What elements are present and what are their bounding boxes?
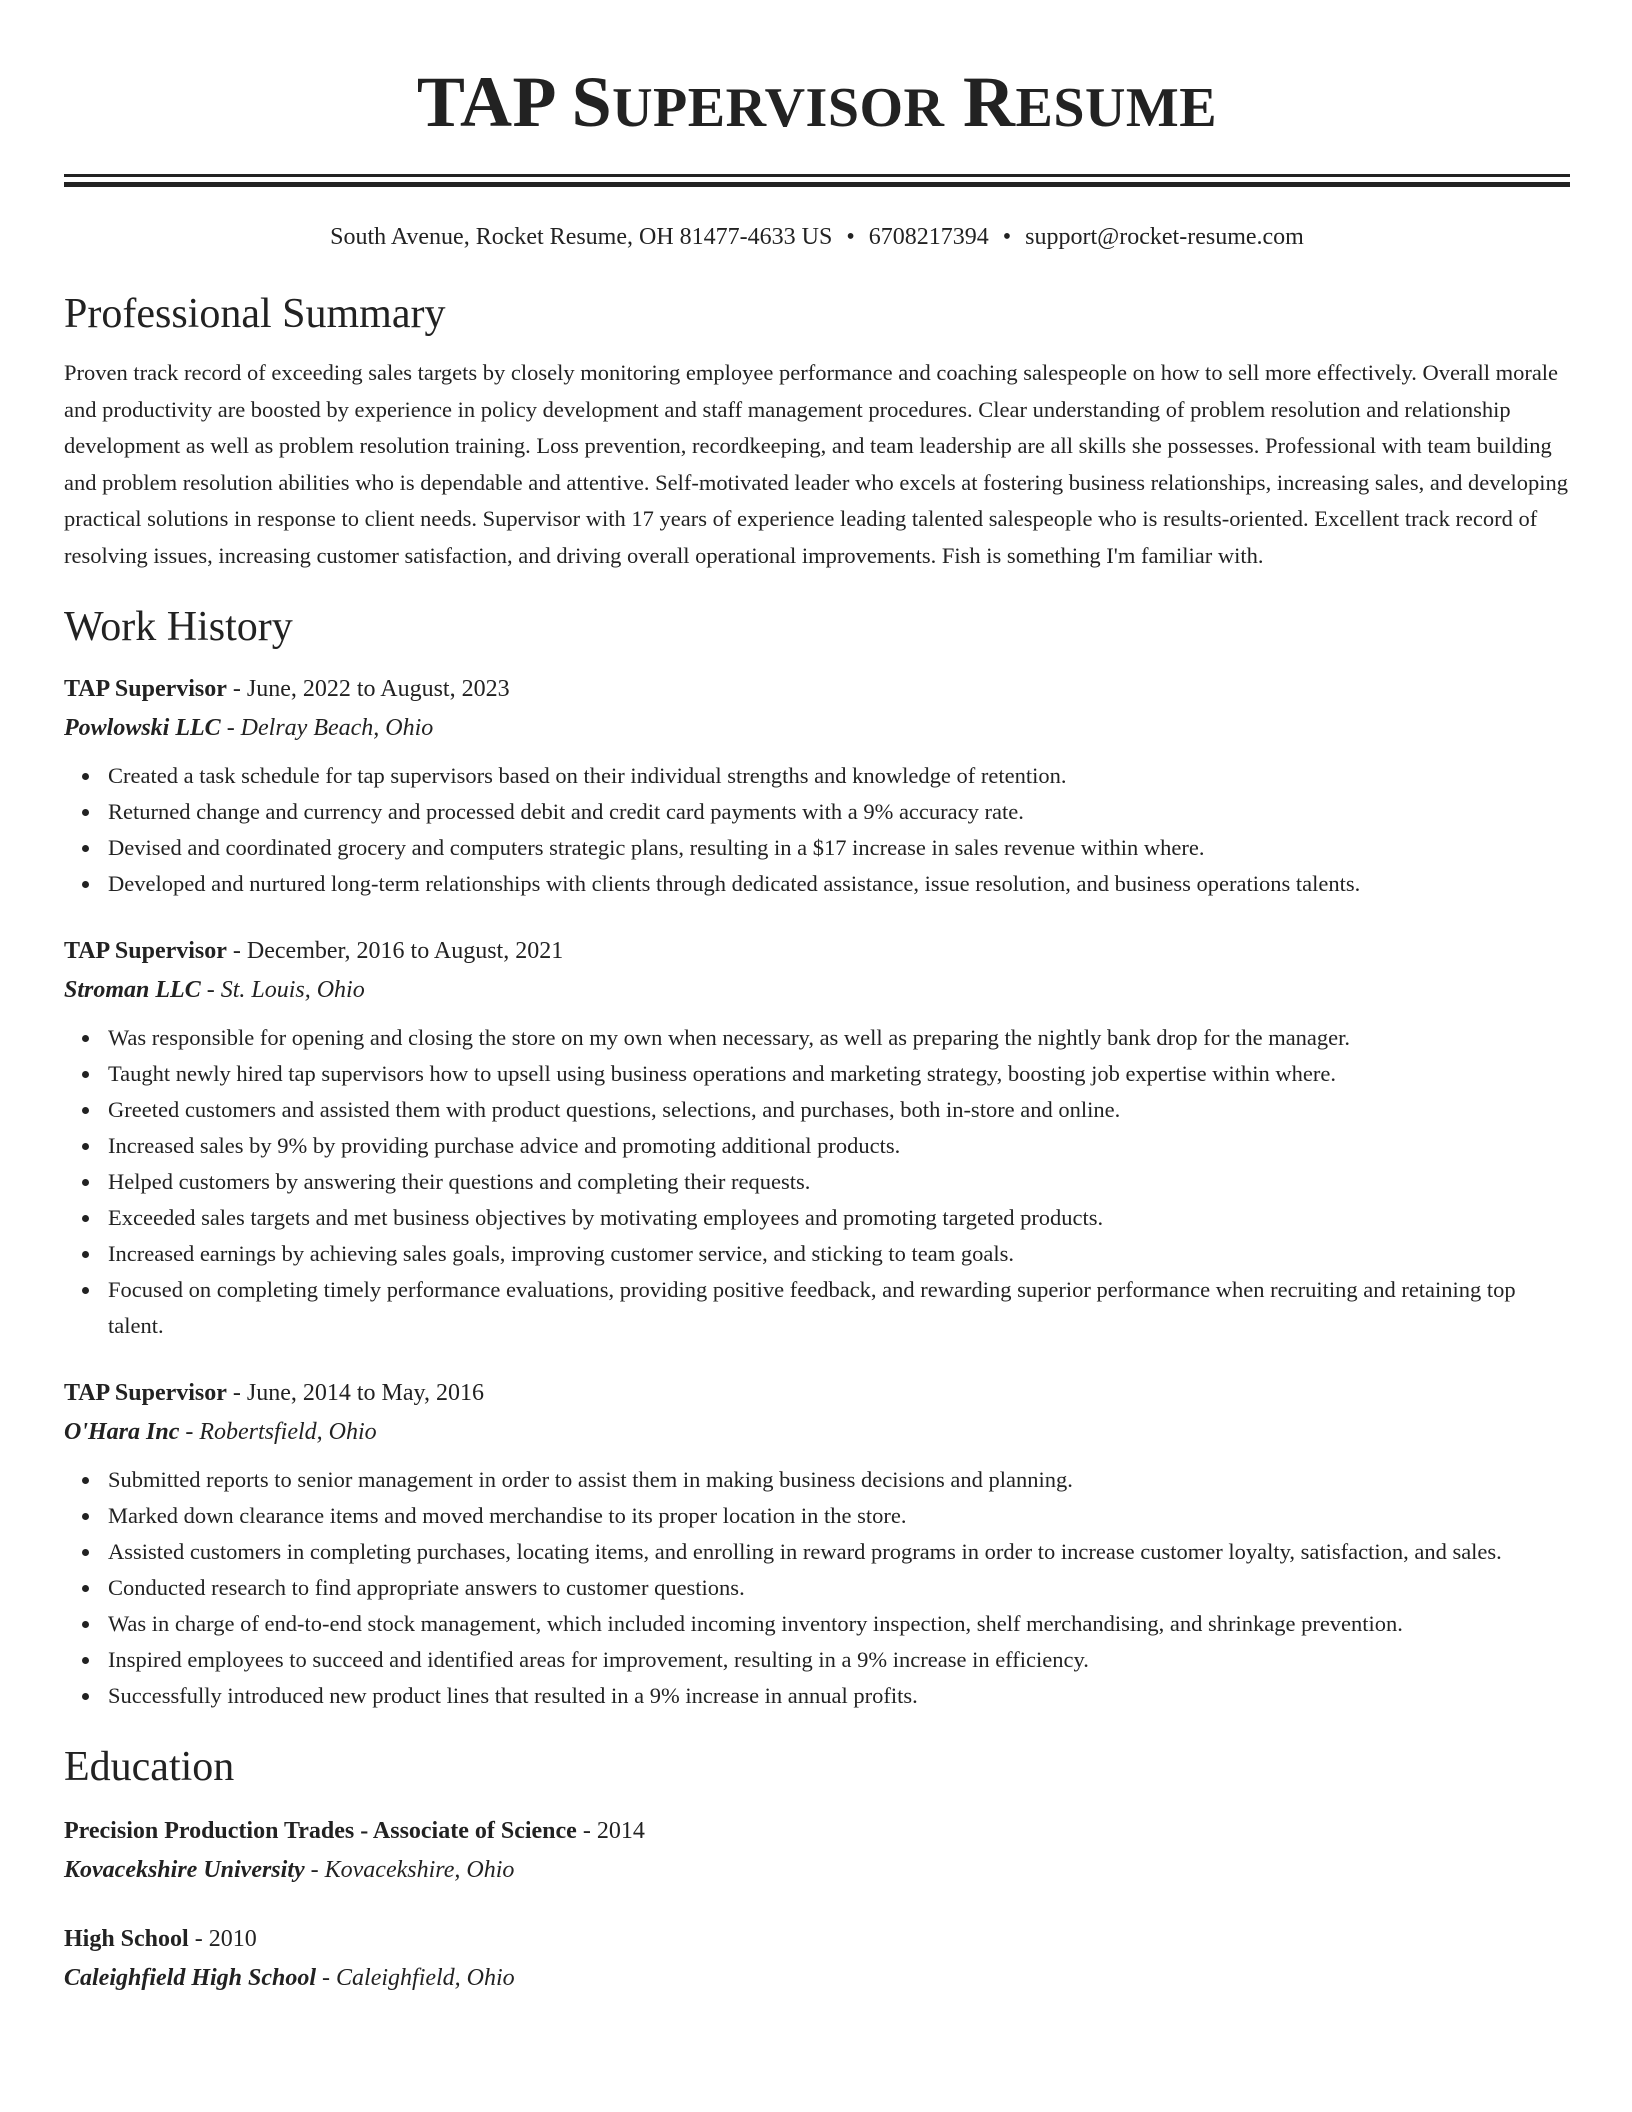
education-school: Kovacekshire University [64, 1857, 305, 1883]
title-rule-thick [64, 182, 1570, 187]
education-degree: Precision Production Trades - Associate of Science [64, 1818, 577, 1844]
contact-line [64, 221, 1570, 253]
contact-phone[interactable]: 6708217394 [868, 224, 989, 250]
title-word-resume: ESUME [1015, 77, 1218, 139]
education-school: Caleighfield High School [64, 1965, 317, 1991]
job-title: TAP Supervisor [64, 676, 227, 702]
contact-email[interactable]: support@rocket-resume.com [1025, 224, 1304, 250]
job-title: TAP Supervisor [64, 938, 227, 964]
job-bullet: Submitted reports to senior management in order to assist them in making business decisions and planning. [108, 1462, 1570, 1498]
job-company-line [64, 970, 1570, 1010]
job-company: O'Hara Inc [64, 1419, 180, 1445]
title-initial-r: R [962, 62, 1016, 142]
education-entry [64, 1920, 1570, 1998]
job-bullet: Conducted research to find appropriate answers to customer questions. [108, 1570, 1570, 1606]
job-bullet: Returned change and currency and processed debit and credit card payments with a 9% accuracy rate. [108, 794, 1570, 830]
job-bullets [64, 758, 1570, 902]
education-entry [64, 1812, 1570, 1890]
job-entry [64, 670, 1570, 902]
job-bullet: Increased sales by 9% by providing purchase advice and promoting additional products. [108, 1128, 1570, 1164]
summary-text: Proven track record of exceeding sales targets by closely monitoring employee performance and coaching salespeople on how to sell more effectively. Overall morale and productivity are boosted by experience in policy development and staff management procedures. Clear understanding of problem resolution and relationship development as well as problem resolution training. Loss prevention, recordkeeping, and team leadership are all skills she possesses. Professional with team building and problem resolution abilities who is dependable and attentive. Self-motivated leader who excels at fostering business relationships, increasing sales, and developing practical solutions in response to client needs. Supervisor with 17 years of experience leading talented salespeople who is results-oriented. Excellent track record of resolving issues, increasing customer satisfaction, and driving overall operational improvements. Fish is something I'm familiar with. [64, 360, 1568, 568]
education-heading: Education [64, 1744, 235, 1790]
resume-title [64, 0, 1570, 150]
job-bullet: Increased earnings by achieving sales goals, improving customer service, and sticking to team goals. [108, 1236, 1570, 1272]
job-bullets [64, 1462, 1570, 1714]
contact-address: South Avenue, Rocket Resume, OH 81477-4633 US [330, 224, 833, 250]
work-history-heading: Work History [64, 604, 293, 650]
education-location: - Kovacekshire, Ohio [304, 1857, 515, 1883]
job-bullet: Was responsible for opening and closing the store on my own when necessary, as well as preparing the nightly bank drop for the manager. [108, 1020, 1570, 1056]
education-school-line [64, 1958, 1570, 1998]
job-bullet: Created a task schedule for tap supervisors based on their individual strengths and knowledge of retention. [108, 758, 1570, 794]
job-bullet: Inspired employees to succeed and identified areas for improvement, resulting in a 9% increase in efficiency. [108, 1642, 1570, 1678]
education-year: - 2014 [576, 1818, 645, 1844]
contact-separator: • [846, 224, 855, 250]
job-location: - St. Louis, Ohio [200, 977, 365, 1003]
contact-separator: • [1002, 224, 1012, 250]
education-location: - Caleighfield, Ohio [316, 1965, 515, 1991]
job-title-line [64, 1374, 1570, 1412]
job-bullet: Focused on completing timely performance evaluations, providing positive feedback, and rewarding superior performance when recruiting and retaining top talent. [108, 1272, 1570, 1344]
job-entry [64, 1374, 1570, 1714]
job-title: TAP Supervisor [64, 1380, 227, 1406]
education-degree-line [64, 1920, 1570, 1958]
job-bullet: Greeted customers and assisted them with product questions, selections, and purchases, both in-store and online. [108, 1092, 1570, 1128]
education-school-line [64, 1850, 1570, 1890]
job-bullet: Assisted customers in completing purchases, locating items, and enrolling in reward programs in order to increase customer loyalty, satisfaction, and sales. [108, 1534, 1570, 1570]
job-location: - Delray Beach, Ohio [220, 715, 434, 741]
job-bullets [64, 1020, 1570, 1344]
job-company: Powlowski LLC [64, 715, 221, 741]
job-bullet: Successfully introduced new product lines that resulted in a 9% increase in annual profits. [108, 1678, 1570, 1714]
job-bullet: Exceeded sales targets and met business objectives by motivating employees and promoting targeted products. [108, 1200, 1570, 1236]
education-degree: High School [64, 1926, 189, 1952]
job-dates: - June, 2014 to May, 2016 [226, 1380, 484, 1406]
job-bullet: Taught newly hired tap supervisors how to upsell using business operations and marketing strategy, boosting job expertise within where. [108, 1056, 1570, 1092]
title-initial-s: S [571, 62, 613, 142]
job-title-line [64, 932, 1570, 970]
title-word-tap: TAP [416, 62, 554, 142]
job-company: Stroman LLC [64, 977, 201, 1003]
summary-heading: Professional Summary [64, 291, 446, 337]
title-word-supervisor: UPERVISOR [612, 77, 945, 139]
job-dates: - June, 2022 to August, 2023 [226, 676, 510, 702]
education-year: - 2010 [188, 1926, 257, 1952]
education-degree-line [64, 1812, 1570, 1850]
job-company-line [64, 1412, 1570, 1452]
job-bullet: Devised and coordinated grocery and computers strategic plans, resulting in a $17 increase in sales revenue within where. [108, 830, 1570, 866]
job-title-line [64, 670, 1570, 708]
job-company-line [64, 708, 1570, 748]
job-entry [64, 932, 1570, 1344]
job-bullet: Developed and nurtured long-term relationships with clients through dedicated assistance, issue resolution, and business operations talents. [108, 866, 1570, 902]
job-bullet: Was in charge of end-to-end stock management, which included incoming inventory inspection, shelf merchandising, and shrinkage prevention. [108, 1606, 1570, 1642]
job-location: - Robertsfield, Ohio [179, 1419, 377, 1445]
job-dates: - December, 2016 to August, 2021 [226, 938, 564, 964]
job-bullet: Marked down clearance items and moved merchandise to its proper location in the store. [108, 1498, 1570, 1534]
resume-page [64, 0, 1570, 1998]
title-rule-thin [64, 174, 1570, 177]
job-bullet: Helped customers by answering their questions and completing their requests. [108, 1164, 1570, 1200]
